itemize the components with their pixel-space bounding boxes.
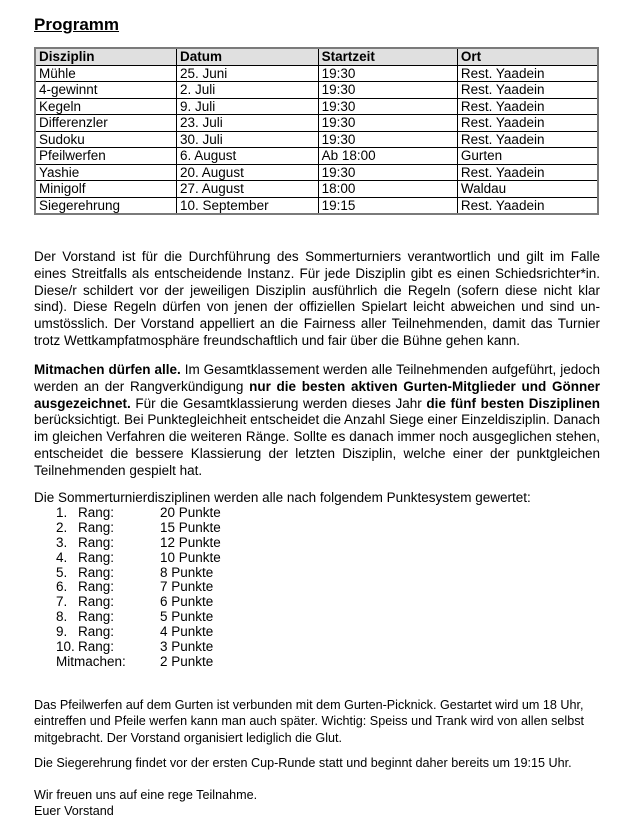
bold-text: Mitmachen dürfen alle. [34, 362, 181, 377]
cell-startzeit: 19:30 [318, 115, 457, 132]
table-row [35, 164, 598, 181]
points-value: 10 Punkte [160, 549, 221, 565]
rank-label: Rang: [78, 505, 115, 520]
cell-ort: Waldau [457, 181, 598, 198]
points-value: 7 Punkte [160, 579, 214, 595]
points-value: 6 Punkte [160, 594, 214, 610]
cell-datum: 27. August [177, 181, 319, 198]
cell-disziplin: Minigolf [35, 181, 177, 198]
program-table [34, 47, 599, 215]
points-row [34, 566, 221, 581]
cell-ort: Rest. Yaadein [457, 164, 598, 181]
table-row [35, 197, 598, 214]
header-disziplin: Disziplin [35, 48, 177, 65]
table-row [35, 82, 598, 99]
cell-disziplin: Sudoku [35, 131, 177, 148]
cell-ort: Gurten [457, 148, 598, 165]
points-row [34, 506, 221, 521]
cell-datum: 20. August [177, 164, 319, 181]
table-header-row [35, 48, 598, 65]
table-row [35, 131, 598, 148]
cell-startzeit: 19:30 [318, 82, 457, 99]
rank-number: 4. [56, 549, 68, 565]
closing-line: Wir freuen uns auf eine rege Teilnahme. [34, 788, 258, 802]
cell-disziplin: Mühle [35, 65, 177, 82]
points-value: 2 Punkte [160, 653, 214, 669]
cell-datum: 2. Juli [177, 82, 319, 99]
rank-label: Rang: [78, 549, 115, 565]
cell-ort: Rest. Yaadein [457, 115, 598, 132]
rank-label: Rang: [78, 579, 115, 595]
cell-startzeit: 19:15 [318, 197, 457, 214]
body-text: Im Gesamtklassement werden alle Teilnehmenden aufgeführt, jedoch werden an der Rangverkündigung [34, 362, 600, 394]
points-row [34, 551, 221, 566]
rank-number: 6. [56, 579, 68, 595]
header-datum: Datum [177, 48, 319, 65]
rank-number: 7. [56, 594, 68, 610]
bold-text: nur die besten aktiven Gurten-Mitglieder und Gönner ausgezeichnet. [34, 378, 601, 411]
header-startzeit: Startzeit [318, 48, 457, 65]
points-row [34, 595, 221, 610]
cell-datum: 10. September [177, 197, 319, 214]
cell-disziplin: Kegeln [35, 98, 177, 115]
closing [34, 787, 600, 820]
cell-disziplin: Differenzler [35, 115, 177, 132]
rank-label: Rang: [78, 594, 115, 610]
points-list [34, 506, 221, 670]
cell-startzeit: 19:30 [318, 65, 457, 82]
table-row [35, 181, 598, 198]
table-row [35, 98, 598, 115]
rank-label: Rang: [78, 534, 115, 550]
cell-startzeit: 19:30 [318, 98, 457, 115]
points-row [34, 655, 221, 670]
participation-paragraph [34, 362, 600, 480]
cell-startzeit: 19:30 [318, 131, 457, 148]
body-text: berücksichtigt. Bei Punktegleichheit entscheidet die Anzahl Siege einer Einzeldisziplin. Danach im gleichen Verfahren die weiteren Ränge. Sollte es danach immer noch ausgeglichen stehen, entscheidet die bessere Klassierung der letzten Disziplin, welche einer der punktgleichen Teilnehmenden gespielt hat. [34, 412, 600, 478]
rank-number: 5. [56, 564, 68, 580]
table-row [35, 65, 598, 82]
header-ort: Ort [457, 48, 598, 65]
rank-number: 1. [56, 505, 68, 520]
cell-disziplin: Siegerehrung [35, 197, 177, 214]
rank-number: 8. [56, 609, 68, 625]
rank-number: 10. [56, 639, 75, 655]
cell-ort: Rest. Yaadein [457, 131, 598, 148]
cell-datum: 6. August [177, 148, 319, 165]
cell-datum: 9. Juli [177, 98, 319, 115]
points-value: 5 Punkte [160, 609, 214, 625]
rank-number: 9. [56, 624, 68, 640]
points-value: 4 Punkte [160, 624, 214, 640]
rank-label: Mitmachen: [56, 653, 126, 669]
cell-startzeit: 18:00 [318, 181, 457, 198]
cell-ort: Rest. Yaadein [457, 98, 598, 115]
points-row [34, 610, 221, 625]
cell-datum: 30. Juli [177, 131, 319, 148]
cell-ort: Rest. Yaadein [457, 197, 598, 214]
page-title: Programm [34, 15, 120, 34]
rank-label: Rang: [78, 639, 115, 655]
rank-number: 3. [56, 534, 68, 550]
rank-number: 2. [56, 519, 68, 535]
rules-paragraph: Der Vorstand ist für die Durchführung des Sommerturniers verantwortlich und gilt im Falle eines Streitfalls als entscheidende Instanz. Für jede Disziplin gibt es einen Schiedsrichter*in. Diese/r schildert vor der jeweiligen Disziplin ausführlich die Regeln (sofern diese nicht klar sind). Diese Regeln dürfen von jenen der offiziellen Spielart leicht abweichen und sind unumstösslich. Der Vorstand appelliert an die Fairness aller Teilnehmenden, damit das Turnier trotz Wettkampfatmosphäre freundschaftlich und fair über die Bühne gehen kann. [34, 249, 600, 348]
cell-disziplin: Pfeilwerfen [35, 148, 177, 165]
pfeilwerfen-note: Das Pfeilwerfen auf dem Gurten ist verbunden mit dem Gurten-Picknick. Gestartet wird um 18 Uhr, eintreffen und Pfeile werfen kann man auch später. Wichtig: Speiss und Trank wird von allen selbst mitgebracht. Der Vorstand organisiert lediglich die Glut. [34, 698, 584, 745]
rank-label: Rang: [78, 609, 115, 625]
points-row [34, 640, 221, 655]
points-value: 20 Punkte [160, 505, 221, 520]
bold-text: die fünf besten Disziplinen [426, 395, 600, 411]
siegerehrung-note: Die Siegerehrung findet vor der ersten Cup-Runde statt und beginnt daher bereits um 19:15 Uhr. [34, 756, 572, 770]
cell-disziplin: 4-gewinnt [35, 82, 177, 99]
signature: Euer Vorstand [34, 804, 114, 819]
cell-startzeit: Ab 18:00 [318, 148, 457, 165]
cell-startzeit: 19:30 [318, 164, 457, 181]
points-value: 3 Punkte [160, 639, 214, 655]
table-row [35, 148, 598, 165]
rank-label: Rang: [78, 519, 115, 535]
points-intro: Die Sommerturnierdisziplinen werden alle nach folgendem Punktesystem gewertet: [34, 490, 531, 505]
points-value: 15 Punkte [160, 519, 221, 535]
points-row [34, 536, 221, 551]
table-row [35, 115, 598, 132]
rank-label: Rang: [78, 624, 115, 640]
cell-ort: Rest. Yaadein [457, 65, 598, 82]
points-value: 12 Punkte [160, 534, 221, 550]
points-row [34, 580, 221, 595]
cell-disziplin: Yashie [35, 164, 177, 181]
cell-datum: 25. Juni [177, 65, 319, 82]
rank-label: Rang: [78, 564, 115, 580]
cell-ort: Rest. Yaadein [457, 82, 598, 99]
points-value: 8 Punkte [160, 564, 214, 580]
cell-datum: 23. Juli [177, 115, 319, 132]
body-text: Für die Gesamtklassierung werden dieses Jahr [130, 395, 427, 411]
points-row [34, 625, 221, 640]
points-row [34, 521, 221, 536]
